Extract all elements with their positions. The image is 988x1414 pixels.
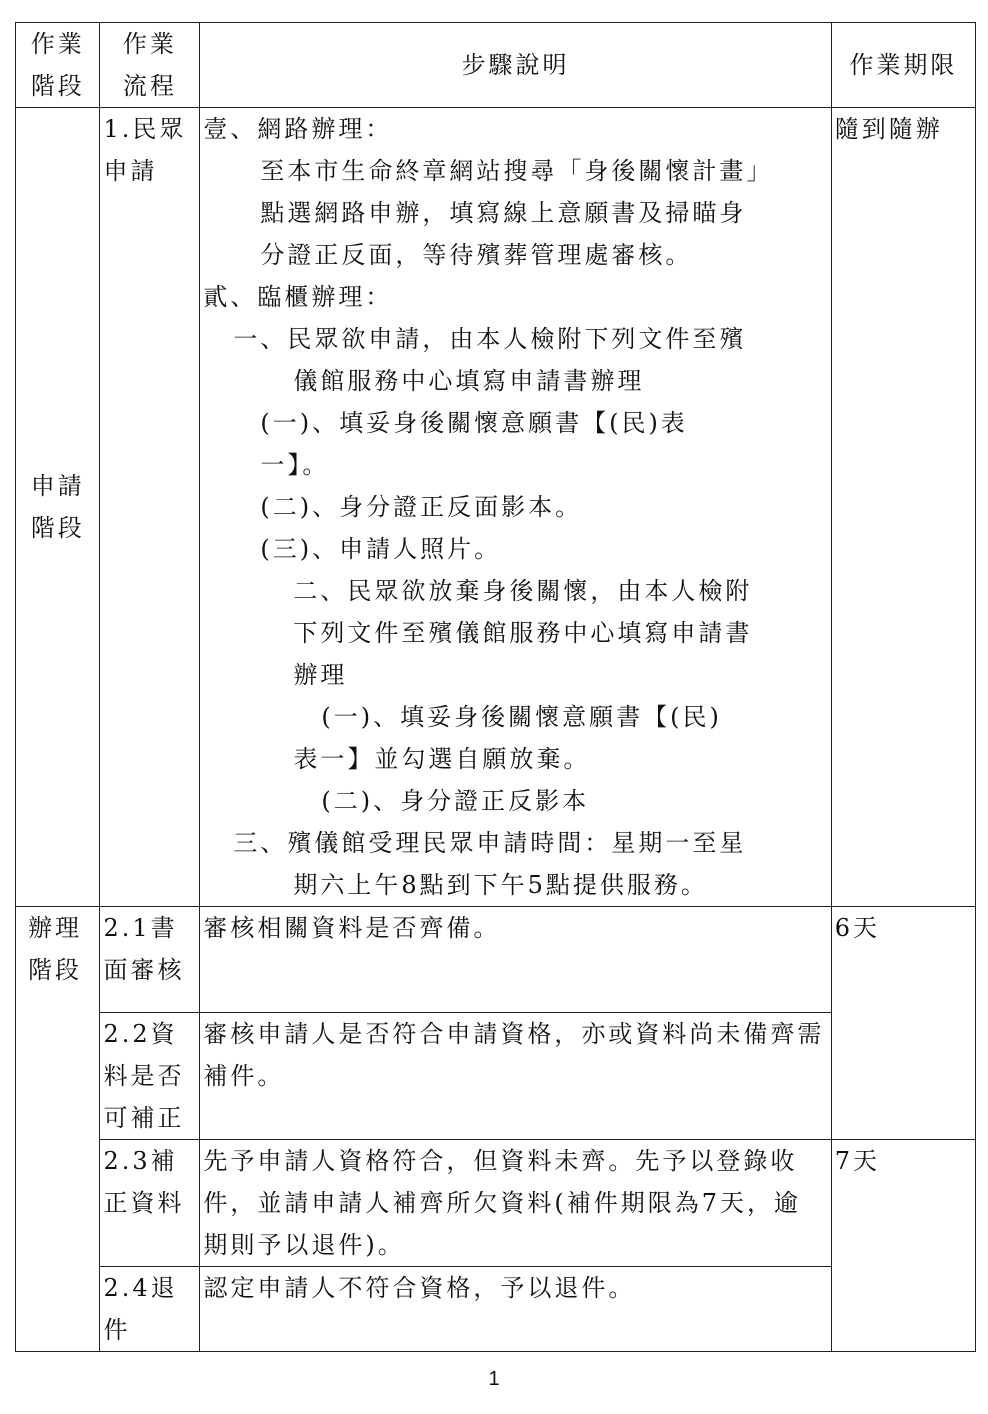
desc-line: (一)、填妥身後關懷意願書【(民) [321,703,722,731]
desc-line: 至本市生命終章網站搜尋「身後關懷計畫」 [260,157,774,185]
desc-line: 期六上午8點到下午5點提供服務。 [293,871,708,899]
header-flow: 作業流程 [100,23,200,108]
header-deadline: 作業期限 [831,23,975,108]
desc-line: 一】。 [260,451,330,479]
desc-line: 點選網路申辦，填寫線上意願書及掃瞄身 [260,199,747,227]
stage1-row [16,108,976,907]
desc-line: 一、民眾欲申請，由本人檢附下列文件至殯 [233,325,747,353]
desc-line: 貳、臨櫃辦理： [203,283,393,311]
desc-line: 儀館服務中心填寫申請書辦理 [293,367,645,395]
stage2-deadline-3: 7天 [831,1140,975,1352]
desc-line: 表一】並勾選自願放棄。 [293,745,591,773]
stage2-desc-4: 認定申請人不符合資格，予以退件。 [200,1267,831,1352]
procedure-table [15,22,976,1352]
header-description: 步驟說明 [200,23,831,108]
header-stage: 作業階段 [16,23,100,108]
desc-line: 二、民眾欲放棄身後關懷，由本人檢附 [293,577,753,605]
desc-line: 三、殯儀館受理民眾申請時間：星期一至星 [233,829,747,857]
desc-line: 辦理 [293,661,348,689]
stage2-flow-2: 2.2資料是否可補正 [100,1013,200,1140]
stage1-name: 申請階段 [16,108,100,907]
stage2-name: 辦理階段 [16,907,100,1352]
page-number: 1 [488,1368,500,1390]
stage2-flow-3: 2.3補正資料 [100,1140,200,1267]
stage2-desc-3: 先予申請人資格符合，但資料未齊。先予以登錄收件，並請申請人補齊所欠資料(補件期限為7天，逾期則予以退件)。 [200,1140,831,1267]
stage2-row-3 [16,1140,976,1267]
desc-line: (一)、填妥身後關懷意願書【(民)表 [260,409,688,437]
stage1-deadline: 隨到隨辦 [831,108,975,907]
header-row [16,23,976,108]
desc-line: 下列文件至殯儀館服務中心填寫申請書 [293,619,753,647]
stage2-deadline-1: 6天 [831,907,975,1140]
desc-line: 壹、網路辦理： [203,115,393,143]
desc-line: (二)、身分證正反影本 [321,787,590,815]
stage2-desc-1: 審核相關資料是否齊備。 [200,907,831,1013]
stage2-row-1 [16,907,976,1013]
stage2-flow-1: 2.1書面審核 [100,907,200,1013]
desc-line: (二)、身分證正反面影本。 [260,493,583,521]
desc-line: 分證正反面，等待殯葬管理處審核。 [260,241,693,269]
stage1-flow: 1.民眾申請 [100,108,200,907]
stage2-desc-2: 審核申請人是否符合申請資格，亦或資料尚未備齊需補件。 [200,1013,831,1140]
desc-line: (三)、申請人照片。 [260,535,502,563]
stage1-description [200,108,831,907]
stage2-flow-4: 2.4退件 [100,1267,200,1352]
